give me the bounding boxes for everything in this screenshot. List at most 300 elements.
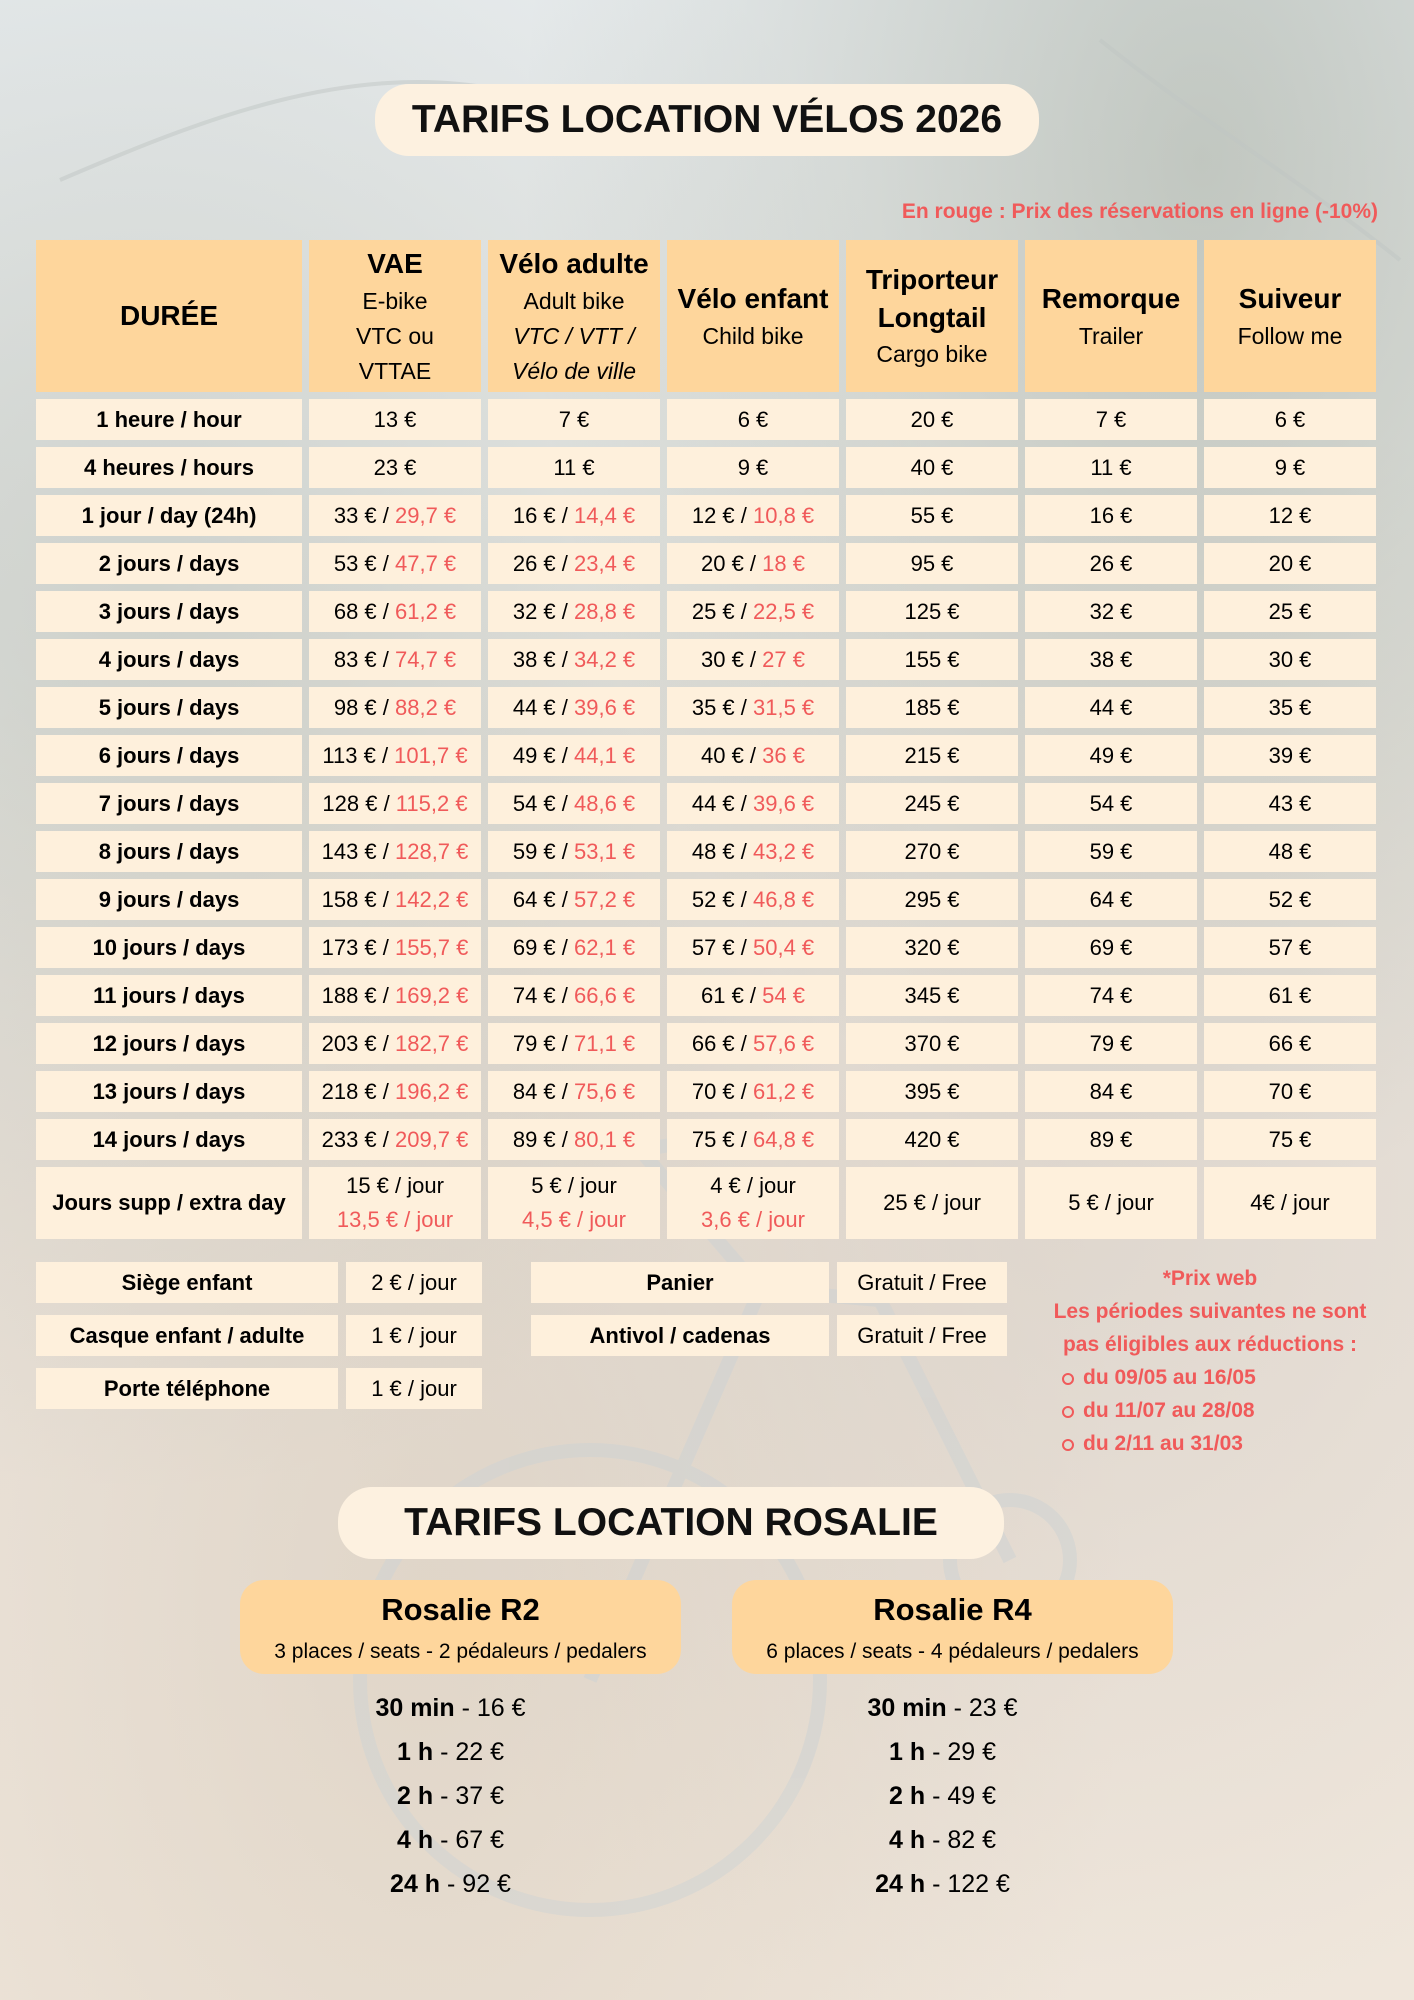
standard-price: 66 € <box>1268 1030 1312 1056</box>
standard-price: 32 € <box>1089 598 1133 624</box>
extra-day-row <box>36 1167 1376 1239</box>
online-price: 14,4 € <box>573 502 636 528</box>
column-title: Triporteur Longtail <box>865 263 999 333</box>
online-price: 3,6 € / jour <box>701 1207 805 1232</box>
online-price: 4,5 € / jour <box>522 1207 626 1232</box>
col-header-triporteur <box>846 240 1018 392</box>
rosalie-duration: 4 h <box>397 1826 434 1854</box>
standard-price: 59 € <box>1089 838 1133 864</box>
standard-price: 25 € / jour <box>883 1190 981 1215</box>
standard-price: 25 € / <box>691 598 753 624</box>
rosalie-duration: 30 min <box>375 1694 455 1722</box>
duration-label: 14 jours / days <box>36 1119 302 1160</box>
table-row <box>36 879 1376 920</box>
col-header-vae <box>309 240 481 392</box>
table-row <box>36 639 1376 680</box>
rosalie-price-line <box>722 1730 1163 1774</box>
rosalie-description: 3 places / seats - 2 pédaleurs / pedalers <box>274 1640 647 1663</box>
column-title: Remorque <box>1041 282 1181 314</box>
price-cell <box>846 1119 1018 1160</box>
standard-price: 38 € <box>1089 646 1133 672</box>
online-price: 61,2 € <box>394 598 457 624</box>
rosalie-price-line <box>230 1686 671 1730</box>
excluded-period: du 09/05 au 16/05 <box>1020 1361 1400 1394</box>
online-price: 48,6 € <box>573 790 636 816</box>
standard-price: 345 € <box>904 982 960 1008</box>
standard-price: 245 € <box>904 790 960 816</box>
price-cell <box>488 495 660 536</box>
price-cell <box>667 543 839 584</box>
standard-price: 11 € <box>553 454 595 480</box>
online-price: 209,7 € <box>394 1126 469 1152</box>
standard-price: 43 € <box>1268 790 1312 816</box>
standard-price: 79 € / <box>512 1030 574 1056</box>
price-cell <box>488 1167 660 1239</box>
online-price: 75,6 € <box>573 1078 636 1104</box>
column-subtitle: VTC ou <box>356 322 434 349</box>
price-cell <box>488 879 660 920</box>
price-cell <box>309 447 481 488</box>
price-cell <box>1204 591 1376 632</box>
price-cell <box>1025 1167 1197 1239</box>
standard-price: 49 € <box>1089 742 1133 768</box>
excluded-period: du 2/11 au 31/03 <box>1020 1427 1400 1460</box>
table-row <box>36 1023 1376 1064</box>
price-cell <box>667 783 839 824</box>
online-price: 50,4 € <box>752 934 815 960</box>
price-cell <box>488 1023 660 1064</box>
price-cell <box>846 783 1018 824</box>
standard-price: 35 € <box>1268 694 1312 720</box>
accessory-price: Gratuit / Free <box>837 1315 1007 1356</box>
online-price: 142,2 € <box>394 886 469 912</box>
price-cell <box>1204 687 1376 728</box>
standard-price: 320 € <box>904 934 960 960</box>
rosalie-duration: 4 h <box>889 1826 926 1854</box>
standard-price: 20 € <box>910 406 954 432</box>
price-cell <box>309 591 481 632</box>
table-row <box>36 591 1376 632</box>
accessory-row <box>36 1368 482 1409</box>
standard-price: 74 € <box>1089 982 1133 1008</box>
table-row <box>36 495 1376 536</box>
col-header-remorque <box>1025 240 1197 392</box>
online-price: 80,1 € <box>573 1126 636 1152</box>
price-cell <box>667 975 839 1016</box>
online-price: 88,2 € <box>394 694 457 720</box>
online-price: 23,4 € <box>573 550 636 576</box>
standard-price: 7 € <box>1095 406 1127 432</box>
rosalie-price-line <box>230 1862 671 1906</box>
price-cell <box>1204 399 1376 440</box>
accessory-row <box>531 1315 1007 1356</box>
price-cell <box>667 687 839 728</box>
standard-price: 35 € / <box>691 694 753 720</box>
online-price: 22,5 € <box>752 598 815 624</box>
col-header-suiveur <box>1204 240 1376 392</box>
standard-price: 9 € <box>737 454 769 480</box>
standard-price: 12 € <box>1268 502 1312 528</box>
standard-price: 185 € <box>904 694 960 720</box>
standard-price: 66 € / <box>691 1030 753 1056</box>
online-price: 47,7 € <box>394 550 457 576</box>
online-price: 74,7 € <box>394 646 457 672</box>
online-price: 39,6 € <box>752 790 815 816</box>
online-price: 44,1 € <box>573 742 636 768</box>
standard-price: 5 € / jour <box>1068 1190 1154 1215</box>
online-price: 101,7 € <box>394 742 468 768</box>
price-cell <box>309 975 481 1016</box>
price-cell <box>667 879 839 920</box>
online-price: 18 € <box>762 550 805 576</box>
table-row <box>36 831 1376 872</box>
duration-label: 1 heure / hour <box>36 399 302 440</box>
standard-price: 75 € <box>1268 1126 1312 1152</box>
online-price: 27 € <box>762 646 805 672</box>
rosalie-section-title: TARIFS LOCATION ROSALIE <box>338 1487 1004 1559</box>
price-cell <box>846 879 1018 920</box>
rosalie-duration: 1 h <box>889 1738 926 1766</box>
online-price: 54 € <box>762 982 805 1008</box>
standard-price: 84 € / <box>512 1078 574 1104</box>
duration-label: 7 jours / days <box>36 783 302 824</box>
price-cell <box>1025 543 1197 584</box>
online-price: 29,7 € <box>394 502 457 528</box>
standard-price: 68 € / <box>333 598 395 624</box>
table-row <box>36 399 1376 440</box>
price-cell <box>846 1167 1018 1239</box>
price-cell <box>846 831 1018 872</box>
table-row <box>36 447 1376 488</box>
online-price: 182,7 € <box>394 1030 469 1056</box>
standard-price: 23 € <box>373 454 417 480</box>
standard-price: 61 € <box>1268 982 1312 1008</box>
price-cell <box>1204 1119 1376 1160</box>
standard-price: 30 € / <box>701 646 763 672</box>
circle-bullet-icon <box>1062 1373 1074 1385</box>
online-price: 39,6 € <box>573 694 636 720</box>
online-price: 43,2 € <box>752 838 815 864</box>
standard-price: 48 € / <box>691 838 753 864</box>
standard-price: 59 € / <box>512 838 574 864</box>
standard-price: 70 € / <box>691 1078 753 1104</box>
online-price: 62,1 € <box>573 934 636 960</box>
table-row <box>36 1119 1376 1160</box>
column-subtitle: Child bike <box>702 322 804 349</box>
price-cell <box>1204 879 1376 920</box>
standard-price: 74 € / <box>512 982 574 1008</box>
standard-price: 26 € <box>1089 550 1133 576</box>
standard-price: 15 € / jour <box>346 1173 444 1198</box>
table-row <box>36 543 1376 584</box>
accessory-price: 1 € / jour <box>346 1368 482 1409</box>
standard-price: 295 € <box>904 886 960 912</box>
standard-price: 83 € / <box>333 646 395 672</box>
price-cell <box>309 831 481 872</box>
duration-label: 8 jours / days <box>36 831 302 872</box>
price-cell <box>1025 639 1197 680</box>
online-price-legend: En rouge : Prix des réservations en ligne (-10%) <box>901 200 1378 223</box>
duration-label: 1 jour / day (24h) <box>36 495 302 536</box>
rosalie-r4-card <box>732 1580 1173 1674</box>
price-cell <box>1025 1119 1197 1160</box>
online-price: 57,6 € <box>752 1030 815 1056</box>
column-subtitle: Trailer <box>1078 322 1144 349</box>
price-cell <box>667 1167 839 1239</box>
duration-label: 4 heures / hours <box>36 447 302 488</box>
price-cell <box>309 1023 481 1064</box>
standard-price: 89 € / <box>512 1126 574 1152</box>
price-cell <box>309 1071 481 1112</box>
web-price-note <box>1020 1262 1400 1460</box>
online-price: 28,8 € <box>573 598 636 624</box>
duration-header: DURÉE <box>36 240 302 392</box>
table-row <box>36 687 1376 728</box>
standard-price: 5 € / jour <box>531 1173 617 1198</box>
column-subtitle: Vélo de ville <box>511 357 637 384</box>
duration-label: 5 jours / days <box>36 687 302 728</box>
rosalie-price: - 92 € <box>440 1870 511 1898</box>
standard-price: 6 € <box>737 406 769 432</box>
price-cell <box>488 831 660 872</box>
price-cell <box>1204 1071 1376 1112</box>
duration-label: 12 jours / days <box>36 1023 302 1064</box>
standard-price: 158 € / <box>321 886 395 912</box>
price-cell <box>309 1167 481 1239</box>
standard-price: 44 € / <box>691 790 753 816</box>
price-cell <box>846 591 1018 632</box>
accessory-price: Gratuit / Free <box>837 1262 1007 1303</box>
price-cell <box>667 495 839 536</box>
price-cell <box>309 879 481 920</box>
price-cell <box>1204 639 1376 680</box>
standard-price: 16 € <box>1089 502 1133 528</box>
price-cell <box>1025 687 1197 728</box>
standard-price: 54 € / <box>512 790 574 816</box>
column-title: Vélo enfant <box>677 282 829 314</box>
price-cell <box>667 639 839 680</box>
standard-price: 52 € <box>1268 886 1312 912</box>
rosalie-price-line <box>722 1774 1163 1818</box>
rosalie-price: - 29 € <box>925 1738 996 1766</box>
standard-price: 89 € <box>1089 1126 1133 1152</box>
price-cell <box>846 639 1018 680</box>
standard-price: 215 € <box>904 742 960 768</box>
rosalie-price: - 16 € <box>454 1694 526 1722</box>
online-price: 46,8 € <box>752 886 815 912</box>
column-subtitle: Adult bike <box>523 287 625 314</box>
standard-price: 25 € <box>1268 598 1312 624</box>
standard-price: 420 € <box>904 1126 960 1152</box>
price-cell <box>1025 975 1197 1016</box>
rosalie-price: - 37 € <box>433 1782 504 1810</box>
standard-price: 57 € / <box>691 934 753 960</box>
rosalie-duration: 2 h <box>889 1782 926 1810</box>
rosalie-price: - 49 € <box>925 1782 996 1810</box>
col-header-velo-enfant <box>667 240 839 392</box>
column-subtitle: E-bike <box>362 287 428 314</box>
price-cell <box>846 735 1018 776</box>
table-row <box>36 927 1376 968</box>
column-subtitle: Follow me <box>1237 322 1343 349</box>
online-price: 36 € <box>762 742 805 768</box>
column-title: VAE <box>367 247 423 279</box>
web-note-text-1: Les périodes suivantes ne sont <box>1053 1300 1367 1323</box>
standard-price: 54 € <box>1089 790 1133 816</box>
rosalie-description: 6 places / seats - 4 pédaleurs / pedalers <box>766 1640 1139 1663</box>
excluded-period: du 11/07 au 28/08 <box>1020 1394 1400 1427</box>
column-subtitle: VTC / VTT / <box>513 322 635 349</box>
standard-price: 20 € <box>1268 550 1312 576</box>
rosalie-duration: 2 h <box>397 1782 434 1810</box>
standard-price: 128 € / <box>322 790 396 816</box>
table-row <box>36 735 1376 776</box>
price-cell <box>667 1071 839 1112</box>
rosalie-price: - 82 € <box>925 1826 996 1854</box>
accessory-label: Porte téléphone <box>36 1368 338 1409</box>
price-cell <box>309 1119 481 1160</box>
price-cell <box>1204 1167 1376 1239</box>
standard-price: 113 € / <box>322 742 395 768</box>
standard-price: 40 € <box>910 454 954 480</box>
price-cell <box>309 495 481 536</box>
standard-price: 61 € / <box>701 982 763 1008</box>
standard-price: 33 € / <box>333 502 395 528</box>
duration-label: 13 jours / days <box>36 1071 302 1112</box>
price-cell <box>667 831 839 872</box>
standard-price: 39 € <box>1268 742 1312 768</box>
price-cell <box>309 783 481 824</box>
duration-label: 3 jours / days <box>36 591 302 632</box>
standard-price: 203 € / <box>321 1030 395 1056</box>
standard-price: 6 € <box>1274 406 1306 432</box>
price-cell <box>309 399 481 440</box>
online-price: 66,6 € <box>573 982 636 1008</box>
standard-price: 12 € / <box>691 502 753 528</box>
standard-price: 64 € <box>1089 886 1133 912</box>
standard-price: 69 € / <box>512 934 574 960</box>
rosalie-duration: 24 h <box>390 1870 441 1898</box>
standard-price: 98 € / <box>333 694 395 720</box>
standard-price: 9 € <box>1274 454 1306 480</box>
web-note-title: *Prix web <box>1162 1267 1258 1290</box>
online-price: 71,1 € <box>573 1030 636 1056</box>
price-cell <box>1204 447 1376 488</box>
price-cell <box>488 447 660 488</box>
standard-price: 55 € <box>910 502 954 528</box>
price-cell <box>667 1023 839 1064</box>
price-cell <box>488 1071 660 1112</box>
price-cell <box>488 687 660 728</box>
price-cell <box>1204 831 1376 872</box>
column-subtitle: VTTAE <box>358 357 432 384</box>
online-price: 31,5 € <box>752 694 815 720</box>
price-cell <box>846 975 1018 1016</box>
circle-bullet-icon <box>1062 1439 1074 1451</box>
price-cell <box>846 1071 1018 1112</box>
price-cell <box>309 927 481 968</box>
price-cell <box>846 495 1018 536</box>
rosalie-duration: 24 h <box>875 1870 926 1898</box>
price-cell <box>846 1023 1018 1064</box>
price-cell <box>1204 543 1376 584</box>
standard-price: 44 € <box>1089 694 1133 720</box>
price-cell <box>667 735 839 776</box>
online-price: 115,2 € <box>395 790 468 816</box>
standard-price: 95 € <box>910 550 954 576</box>
rosalie-price: - 23 € <box>946 1694 1018 1722</box>
price-cell <box>309 543 481 584</box>
price-cell <box>1025 1071 1197 1112</box>
rosalie-duration: 1 h <box>397 1738 434 1766</box>
price-cell <box>1204 735 1376 776</box>
standard-price: 26 € / <box>512 550 574 576</box>
price-cell <box>846 399 1018 440</box>
online-price: 61,2 € <box>752 1078 815 1104</box>
price-cell <box>1025 399 1197 440</box>
online-price: 169,2 € <box>394 982 469 1008</box>
web-note-text-2: pas éligibles aux réductions : <box>1062 1333 1358 1356</box>
price-cell <box>1204 495 1376 536</box>
online-price: 53,1 € <box>573 838 636 864</box>
duration-label: Jours supp / extra day <box>36 1167 302 1239</box>
price-cell <box>667 399 839 440</box>
col-header-velo-adulte <box>488 240 660 392</box>
price-cell <box>1025 447 1197 488</box>
online-price: 13,5 € / jour <box>336 1207 454 1232</box>
standard-price: 270 € <box>904 838 960 864</box>
standard-price: 40 € / <box>701 742 763 768</box>
price-cell <box>488 399 660 440</box>
standard-price: 188 € / <box>321 982 395 1008</box>
price-cell <box>1025 591 1197 632</box>
price-cell <box>667 927 839 968</box>
rosalie-price-line <box>230 1730 671 1774</box>
rosalie-r4-prices <box>722 1686 1163 1906</box>
rosalie-price-line <box>722 1686 1163 1730</box>
price-cell <box>488 543 660 584</box>
standard-price: 218 € / <box>321 1078 395 1104</box>
standard-price: 11 € <box>1090 454 1132 480</box>
rosalie-name: Rosalie R2 <box>381 1592 540 1627</box>
column-subtitle: Cargo bike <box>876 340 988 367</box>
duration-label: 6 jours / days <box>36 735 302 776</box>
standard-price: 13 € <box>373 406 417 432</box>
price-cell <box>1204 1023 1376 1064</box>
accessory-label: Casque enfant / adulte <box>36 1315 338 1356</box>
standard-price: 395 € <box>904 1078 960 1104</box>
rosalie-name: Rosalie R4 <box>873 1592 1032 1627</box>
duration-label: 9 jours / days <box>36 879 302 920</box>
rosalie-duration: 30 min <box>867 1694 947 1722</box>
rosalie-price: - 67 € <box>433 1826 504 1854</box>
price-cell <box>846 447 1018 488</box>
standard-price: 125 € <box>904 598 960 624</box>
price-cell <box>1204 927 1376 968</box>
price-cell <box>488 927 660 968</box>
rosalie-r2-card <box>240 1580 681 1674</box>
rosalie-price-line <box>722 1818 1163 1862</box>
circle-bullet-icon <box>1062 1406 1074 1418</box>
duration-label: 4 jours / days <box>36 639 302 680</box>
price-cell <box>488 1119 660 1160</box>
duration-label: 10 jours / days <box>36 927 302 968</box>
standard-price: 7 € <box>558 406 590 432</box>
online-price: 128,7 € <box>394 838 469 864</box>
column-title: Suiveur <box>1238 282 1342 314</box>
rosalie-price: - 22 € <box>433 1738 504 1766</box>
accessory-price: 1 € / jour <box>346 1315 482 1356</box>
